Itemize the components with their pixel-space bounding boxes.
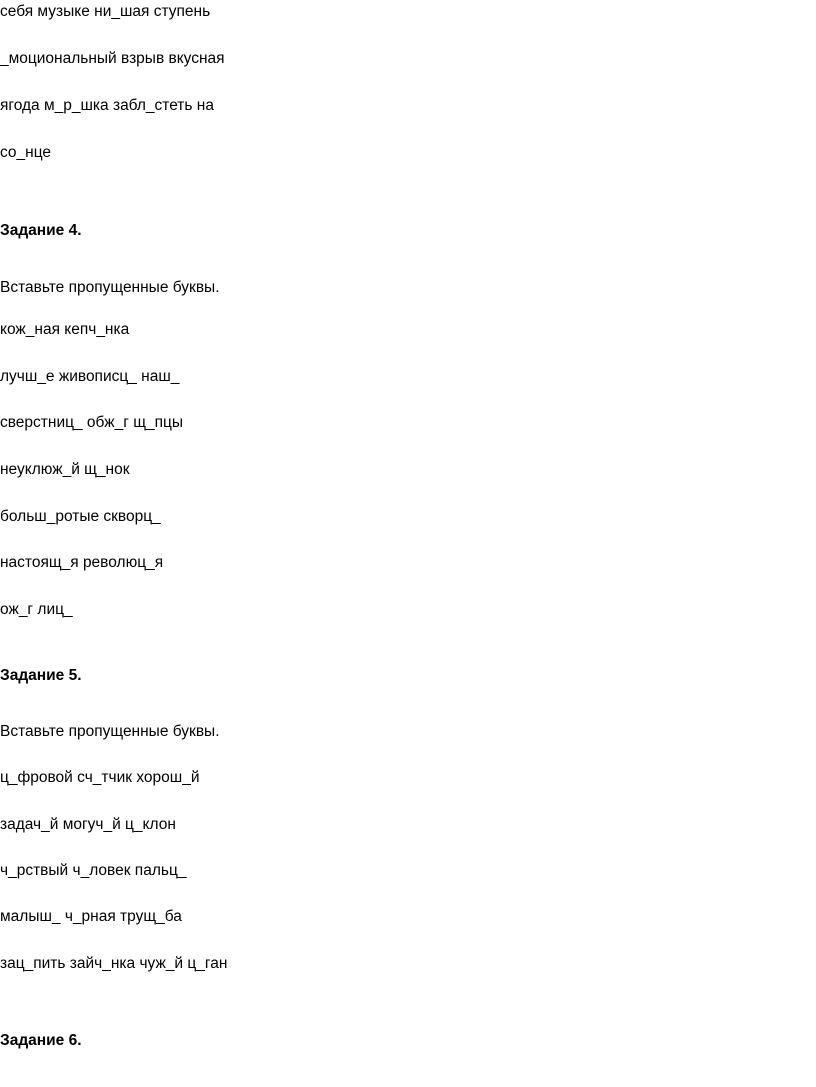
task-4-line: ож_г лиц_ bbox=[0, 601, 73, 618]
text-line: ягода м_р_шка забл_стеть на bbox=[0, 97, 214, 114]
task-4-line: кож_ная кепч_нка bbox=[0, 321, 130, 338]
task-5-line: ц_фровой сч_тчик хорош_й bbox=[0, 769, 200, 786]
task-5-line: ч_рствый ч_ловек пальц_ bbox=[0, 862, 187, 879]
text-line: со_нце bbox=[0, 144, 52, 161]
task-4-line: лучш_е живописц_ наш_ bbox=[0, 368, 180, 385]
task-4-line: сверстниц_ обж_г щ_пцы bbox=[0, 414, 183, 431]
text-line: _моциональный взрыв вкусная bbox=[0, 50, 225, 67]
task-5-line: зац_пить зайч_нка чуж_й ц_ган bbox=[0, 955, 228, 972]
task-5-instruction: Вставьте пропущенные буквы. bbox=[0, 723, 220, 740]
task-4-line: настоящ_я революц_я bbox=[0, 554, 164, 571]
task-4-line: неуклюж_й щ_нок bbox=[0, 461, 130, 478]
task-4-instruction: Вставьте пропущенные буквы. bbox=[0, 279, 220, 296]
task-5-line: малыш_ ч_рная трущ_ба bbox=[0, 908, 182, 925]
text-line: себя музыке ни_шая ступень bbox=[0, 3, 211, 20]
task-5-line: задач_й могуч_й ц_клон bbox=[0, 816, 176, 833]
task-4-heading: Задание 4. bbox=[0, 222, 82, 239]
task-5-heading: Задание 5. bbox=[0, 667, 82, 684]
task-4-line: больш_ротые скворц_ bbox=[0, 508, 161, 525]
task-6-heading: Задание 6. bbox=[0, 1032, 82, 1049]
